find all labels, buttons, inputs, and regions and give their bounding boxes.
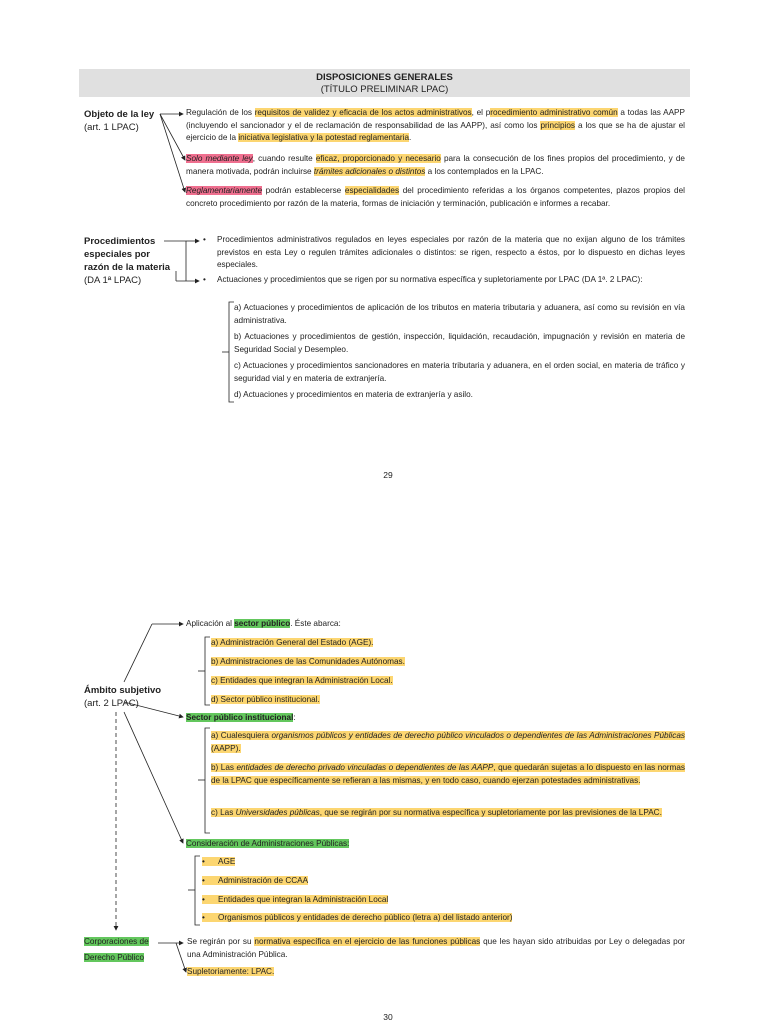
spi-title: Sector público institucional: (186, 713, 296, 722)
ambito-label: Ámbito subjetivo (84, 685, 162, 696)
procedimientos-item-d: d) Actuaciones y procedimientos en materia de extranjería y asilo. (234, 390, 473, 399)
procedimientos-item-a: a) Actuaciones y procedimientos de aplicación de los tributos en materia tributaria y aduanera, así como su revisión en vía administrativa. (234, 303, 685, 325)
corporaciones-label-line-1: Corporaciones de (84, 937, 149, 946)
sp-item-d: d) Sector público institucional. (211, 695, 320, 704)
sp-item-b: b) Administraciones de las Comunidades Autónomas. (211, 657, 405, 666)
spi-item-c: c) Las Universidades públicas, que se regirán por su normativa específica y supletoriamente por las previsiones de la LPAC. (211, 808, 662, 817)
page-number: 29 (383, 470, 393, 480)
ambito-ref: (art. 2 LPAC) (84, 698, 139, 709)
sp-item-c: c) Entidades que integran la Administración Local. (211, 676, 393, 685)
section-subtitle: (TÍTULO PRELIMINAR LPAC) (320, 84, 449, 95)
consideracion-aapp: Consideración de Administraciones Públicas: (186, 839, 350, 848)
procedimientos-bullet-1: • Procedimientos administrativos regulados en leyes especiales por razón de la materia que no exijan alguno de los trámites previstos en esta Ley o regulen trámites adicionales o distintos: se rigen, respecto a éstos, por lo dispuesto en dichas leyes especiales. (203, 235, 685, 270)
procedimientos-item-c: c) Actuaciones y procedimientos sancionadores en materia tributaria y aduanera, en el orden social, en materia de tráfico y seguridad vial y en materia de extranjería. (234, 361, 685, 383)
section-title: DISPOSICIONES GENERALES (316, 72, 453, 83)
procedimientos-item-b: b) Actuaciones y procedimientos de gestión, inspección, liquidación, recaudación, impugnación y revisión en materia de Seguridad Social y Desempleo. (234, 332, 685, 354)
objeto-paragraph-1: Regulación de los requisitos de validez y eficacia de los actos administrativos, el procedimiento administrativo común a todas las AAPP (incluyendo el sancionador y el de reclamación de responsabilidad de las AAPP), así como los principios a los que se ha de ajustar el ejercicio de la iniciativa legislativa y la potestad reglamentaria. (186, 108, 686, 143)
objeto-paragraph-2: Solo mediante ley, cuando resulte eficaz, proporcionado y necesario para la consecución de los fines propios del procedimiento, y de manera motivada, podrán incluirse trámites adicionales o distintos a los contemplados en la LPAC. (186, 154, 685, 176)
objeto-label: Objeto de la ley (84, 109, 155, 120)
spi-item-b: b) Las entidades de derecho privado vinculadas o dependientes de las AAPP, que quedarán sujetas a lo dispuesto en las normas de la LPAC que específicamente se refieran a las mismas, y en todo caso, cuando ejerzan potestades administrativas. (211, 763, 686, 785)
objeto-paragraph-3: Reglamentariamente podrán establecerse especialidades del procedimiento referidas a los órganos competentes, plazos propios del concreto procedimiento por razón de la materia, formas de iniciación y terminación, publicación e informes a recabar. (186, 186, 685, 208)
aapp-item-1: • AGE (202, 857, 236, 866)
ambito-aplicacion: Aplicación al sector público. Éste abarca: (186, 619, 341, 628)
sp-item-a: a) Administración General del Estado (AGE). (211, 638, 374, 647)
procedimientos-ref: (DA 1ª LPAC) (84, 275, 142, 286)
objeto-label-block (84, 108, 154, 134)
procedimientos-label-block (84, 235, 170, 287)
objeto-ref: (art. 1 LPAC) (84, 122, 139, 133)
aapp-item-4: • Organismos públicos y entidades de derecho público (letra a) del listado anterior) (202, 913, 513, 922)
procedimientos-label-line-3: razón de la materia (84, 262, 171, 273)
procedimientos-label-line-1: Procedimientos (84, 236, 156, 247)
page-number: 30 (383, 1012, 393, 1022)
aapp-item-2: • Administración de CCAA (202, 876, 309, 885)
procedimientos-bullet-2: • Actuaciones y procedimientos que se rigen por su normativa específica y supletoriamente por LPAC (DA 1ª. 2 LPAC): (203, 275, 643, 284)
ambito-label-block (84, 684, 161, 710)
aapp-item-3: • Entidades que integran la Administración Local (202, 895, 389, 904)
spi-item-a: a) Cualesquiera organismos públicos y entidades de derecho público vinculados o dependientes de las Administraciones Públicas (AAPP). (211, 731, 685, 753)
corporaciones-label-block (84, 936, 149, 964)
procedimientos-label-line-2: especiales por (84, 249, 151, 260)
corporaciones-supletoriamente: Supletoriamente: LPAC. (187, 967, 275, 976)
corporaciones-label-line-2: Derecho Público (84, 952, 145, 962)
corporaciones-text: Se regirán por su normativa específica en el ejercicio de las funciones públicas que les hayan sido atribuidas por Ley o delegadas por una Administración Pública. (187, 937, 685, 959)
